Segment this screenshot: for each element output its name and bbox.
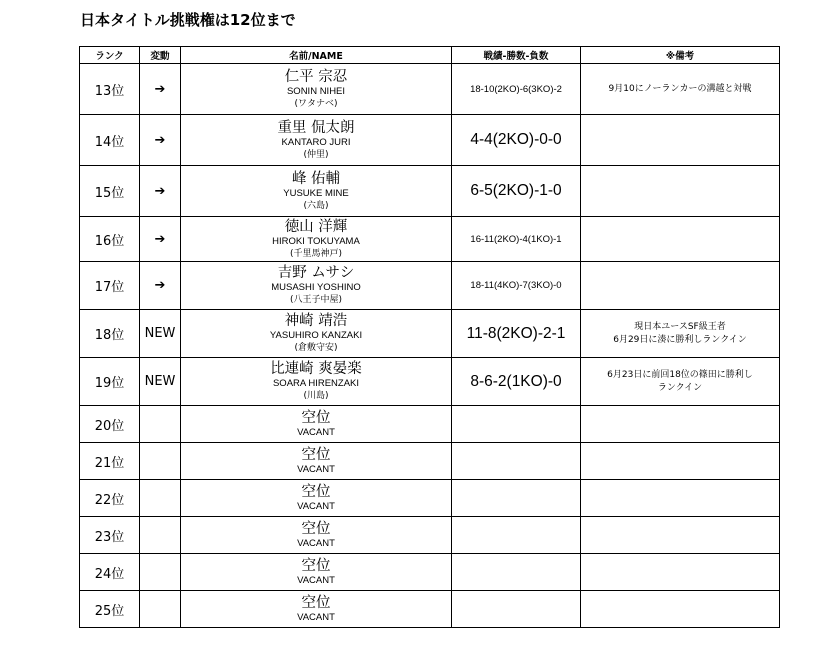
table-row (80, 64, 780, 115)
name-en: VACANT (297, 537, 335, 549)
name-cell (181, 358, 452, 406)
rank-cell: 25位 (80, 591, 140, 628)
move-cell (140, 443, 181, 480)
record-cell (452, 591, 581, 628)
table-row (80, 217, 780, 262)
rank-cell: 22位 (80, 480, 140, 517)
note-cell (581, 406, 780, 443)
table-row (80, 358, 780, 406)
note-cell (581, 591, 780, 628)
header-move: 変動 (140, 47, 181, 64)
gym-name: (川島) (303, 391, 329, 401)
name-jp: 神崎 靖浩 (284, 313, 348, 329)
move-arrow-icon: ➔ (140, 217, 181, 262)
name-cell (181, 310, 452, 358)
header-name: 名前/NAME (181, 47, 452, 64)
note-cell (581, 166, 780, 217)
table-row (80, 406, 780, 443)
note-cell: 現日本ユースSF級王者 6月29日に湊に勝利しランクイン (581, 310, 780, 358)
rank-cell: 21位 (80, 443, 140, 480)
note-cell (581, 115, 780, 166)
name-jp: 仁平 宗忍 (284, 68, 348, 85)
note-cell: 6月23日に前回18位の篠田に勝利し ランクイン (581, 358, 780, 406)
table-header-row (80, 47, 780, 64)
name-en: HIROKI TOKUYAMA (272, 235, 360, 247)
record-cell (452, 443, 581, 480)
name-jp: 重里 侃太朗 (277, 119, 355, 136)
table-row (80, 443, 780, 480)
note-cell (581, 262, 780, 310)
rank-cell: 14位 (80, 115, 140, 166)
name-cell (181, 554, 452, 591)
name-cell (181, 64, 452, 115)
name-cell (181, 480, 452, 517)
rank-cell: 16位 (80, 217, 140, 262)
rank-cell: 17位 (80, 262, 140, 310)
table-row (80, 554, 780, 591)
note-cell: 9月10にノーランカーの溝越と対戦 (581, 64, 780, 115)
record-cell (452, 517, 581, 554)
record-cell: 6-5(2KO)-1-0 (452, 166, 581, 217)
note-cell (581, 480, 780, 517)
name-en: MUSASHI YOSHINO (271, 282, 361, 293)
name-en: VACANT (297, 574, 335, 586)
move-arrow-icon: ➔ (140, 115, 181, 166)
name-cell (181, 217, 452, 262)
ranking-table (79, 46, 780, 628)
rank-cell: 20位 (80, 406, 140, 443)
name-en: SONIN NIHEI (286, 85, 346, 97)
note-cell (581, 554, 780, 591)
name-en: VACANT (297, 500, 335, 512)
name-en: KANTARO JURI (281, 136, 351, 148)
move-arrow-icon: ➔ (140, 166, 181, 217)
table-row (80, 480, 780, 517)
gym-name: (倉敷守安) (294, 343, 338, 353)
table-row (80, 166, 780, 217)
record-cell: 16-11(2KO)-4(1KO)-1 (452, 217, 581, 262)
record-cell: 8-6-2(1KO)-0 (452, 358, 581, 406)
note-cell (581, 217, 780, 262)
record-cell: 18-11(4KO)-7(3KO)-0 (452, 262, 581, 310)
move-arrow-icon: ➔ (140, 64, 181, 115)
name-en: VACANT (297, 611, 335, 623)
name-en: YUSUKE MINE (283, 187, 349, 199)
move-arrow-icon: ➔ (140, 262, 181, 310)
move-badge: NEW (140, 310, 181, 358)
name-jp: 徳山 洋輝 (284, 218, 348, 235)
name-en: VACANT (297, 426, 335, 438)
move-cell (140, 517, 181, 554)
record-cell (452, 480, 581, 517)
record-cell: 18-10(2KO)-6(3KO)-2 (452, 64, 581, 115)
name-jp: 空位 (301, 594, 331, 611)
rank-cell: 15位 (80, 166, 140, 217)
move-cell (140, 591, 181, 628)
record-cell (452, 554, 581, 591)
name-cell (181, 262, 452, 310)
record-cell: 4-4(2KO)-0-0 (452, 115, 581, 166)
table-row (80, 517, 780, 554)
table-row (80, 262, 780, 310)
name-jp: 空位 (301, 520, 331, 537)
table-row (80, 591, 780, 628)
rank-cell: 18位 (80, 310, 140, 358)
name-jp: 空位 (301, 409, 331, 426)
header-rank: ランク (80, 47, 140, 64)
table-row (80, 115, 780, 166)
move-cell (140, 554, 181, 591)
name-cell (181, 443, 452, 480)
gym-name: (千里馬神戸) (289, 248, 343, 259)
name-cell (181, 406, 452, 443)
name-jp: 峰 佑輔 (291, 170, 341, 187)
table-row (80, 310, 780, 358)
header-note: ※備考 (581, 47, 780, 64)
name-jp: 比連崎 爽晏楽 (270, 361, 362, 377)
name-cell (181, 166, 452, 217)
move-cell (140, 480, 181, 517)
name-cell (181, 115, 452, 166)
name-jp: 空位 (301, 557, 331, 574)
gym-name: (八王子中屋) (289, 295, 343, 305)
name-en: SOARA HIRENZAKI (272, 378, 360, 389)
record-cell (452, 406, 581, 443)
page-title: 日本タイトル挑戦権は12位まで (80, 11, 296, 29)
rank-cell: 19位 (80, 358, 140, 406)
gym-name: (ワタナベ) (294, 98, 338, 109)
move-cell (140, 406, 181, 443)
move-badge: NEW (140, 358, 181, 406)
gym-name: (仲里) (303, 149, 329, 160)
name-cell (181, 591, 452, 628)
rank-cell: 13位 (80, 64, 140, 115)
rank-cell: 24位 (80, 554, 140, 591)
name-jp: 吉野 ムサシ (277, 265, 355, 281)
name-jp: 空位 (301, 446, 331, 463)
name-jp: 空位 (301, 483, 331, 500)
header-record: 戦績-勝数-負数 (452, 47, 581, 64)
note-cell (581, 517, 780, 554)
rank-cell: 23位 (80, 517, 140, 554)
record-cell: 11-8(2KO)-2-1 (452, 310, 581, 358)
note-cell (581, 443, 780, 480)
name-en: VACANT (297, 463, 335, 475)
gym-name: (六島) (303, 200, 329, 211)
name-cell (181, 517, 452, 554)
name-en: YASUHIRO KANZAKI (269, 330, 363, 341)
